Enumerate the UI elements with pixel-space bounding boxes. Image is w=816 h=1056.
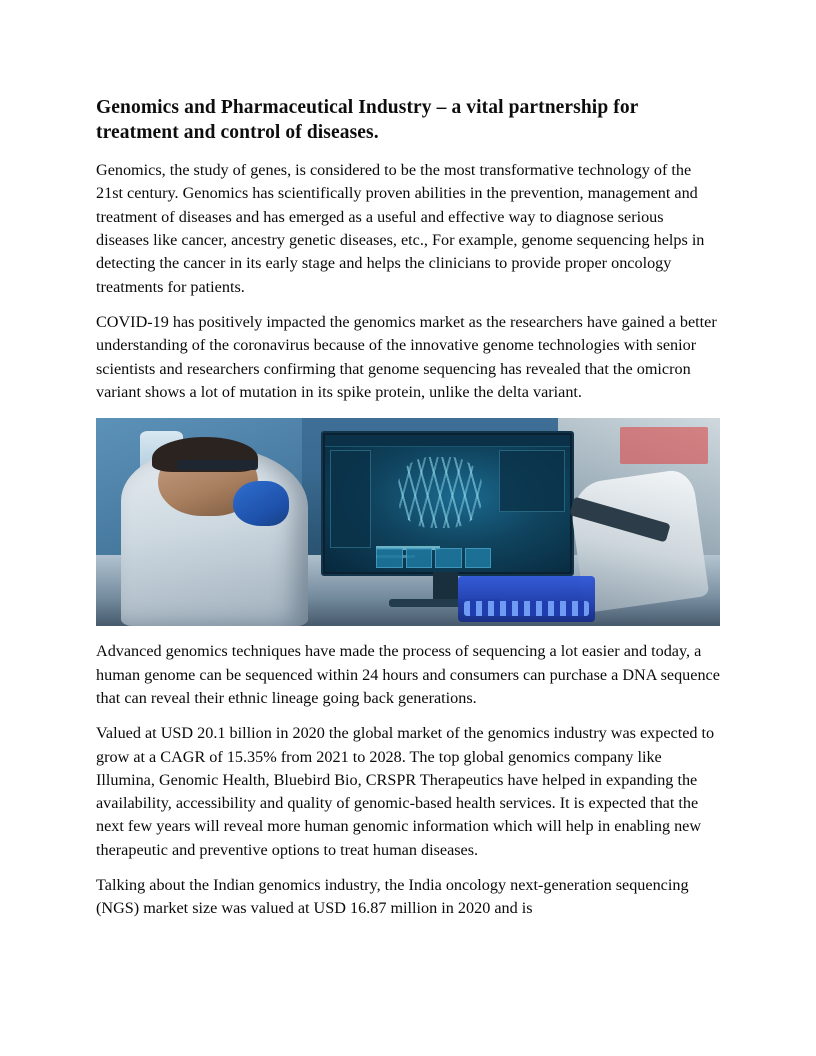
dna-helix-visualization xyxy=(398,457,482,528)
screen-thumbnail-4 xyxy=(465,548,492,568)
screen-thumbnail-3 xyxy=(435,548,462,568)
lab-scientist-dna-monitor-photo xyxy=(96,418,720,626)
paragraph-4: Valued at USD 20.1 billion in 2020 the global market of the genomics industry was expected to grow at a CAGR of 15.35% from 2021 to 2028. The top global genomics company like Illumina, Genomic Health, Bluebird Bio, CRSPR Therapeutics have helped in expanding the availability, accessibility and quality of genomic-based health services. It is expected that the next few years will reveal more human genomic information which will help in enabling new therapeutic and preventive options to treat human diseases. xyxy=(96,724,715,859)
blue-glove xyxy=(233,481,289,527)
photo-scene xyxy=(96,418,720,626)
screen-thumbnail-1 xyxy=(376,548,403,568)
monitor-stand xyxy=(433,572,458,601)
sample-rack-red xyxy=(620,427,707,464)
screen-thumbnail-2 xyxy=(406,548,433,568)
software-left-panel xyxy=(330,450,371,548)
page-title: Genomics and Pharmaceutical Industry – a vital partnership for treatment and control of diseases. xyxy=(96,97,639,143)
paragraph-2: COVID-19 has positively impacted the genomics market as the researchers have gained a better understanding of the coronavirus because of the innovative genome technologies with senior scientists and researchers confirming that genome sequencing has revealed that the omicron variant shows a lot of mutation in its spike protein, unlike the delta variant. xyxy=(96,312,717,401)
software-toolbar xyxy=(325,435,571,447)
paragraph-3: Advanced genomics techniques have made the process of sequencing a lot easier and today, a human genome can be sequenced within 24 hours and consumers can purchase a DNA sequence that can reveal their ethnic lineage going back generations. xyxy=(96,642,720,707)
safety-glasses xyxy=(177,460,258,470)
sample-tube-caps xyxy=(464,601,589,616)
computer-monitor xyxy=(321,431,575,576)
paragraph-1: Genomics, the study of genes, is considered to be the most transformative technology of the 21st century. Genomics has scientifically proven abilities in the prevention, management and treatment of diseases and has emerged as a useful and effective way to diagnose serious diseases like cancer, ancestry genetic diseases, etc., For example, genome sequencing helps in detecting the cancer in its early stage and helps the clinicians to provide proper oncology treatments for patients. xyxy=(96,160,705,296)
paragraph-5: Talking about the Indian genomics industry, the India oncology next-generation sequencing (NGS) market size was valued at USD 16.87 million in 2020 and is xyxy=(96,876,689,918)
monitor-screen xyxy=(325,435,571,572)
software-right-panel xyxy=(499,450,565,512)
